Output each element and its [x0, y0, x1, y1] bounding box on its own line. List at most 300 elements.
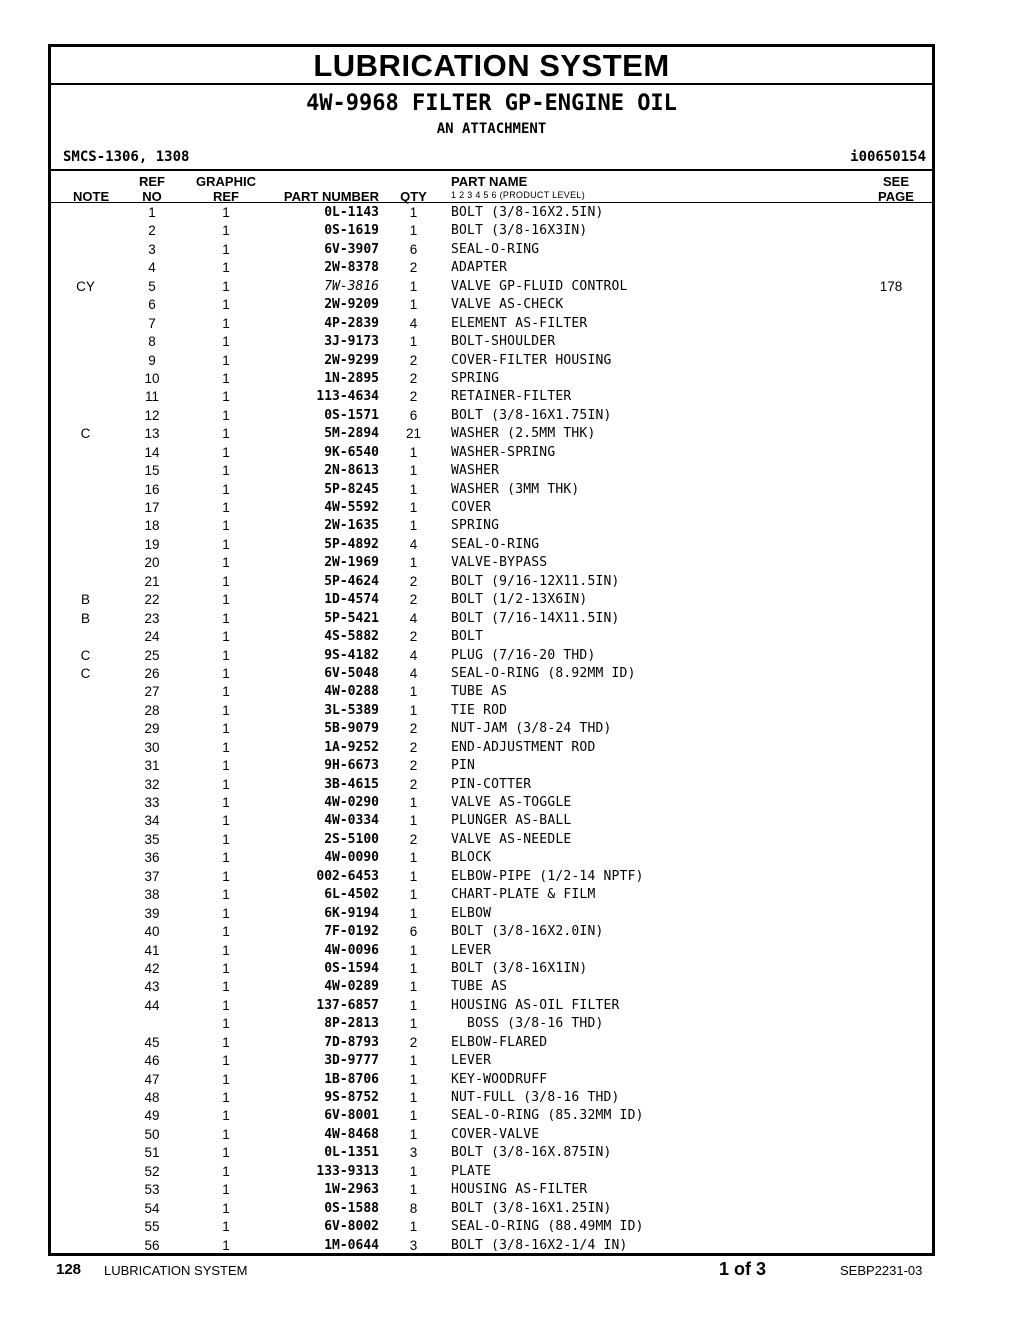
- row-part-name: BOLT (1/2-13X6IN): [451, 592, 588, 608]
- row-part-number: 133-9313: [316, 1163, 379, 1179]
- row-ref-no: 33: [144, 795, 160, 810]
- table-row: [51, 1218, 932, 1236]
- row-ref-no: 45: [144, 1034, 160, 1050]
- row-part-name: PIN-COTTER: [451, 776, 532, 792]
- row-qty: 1: [409, 1126, 418, 1142]
- row-graphic-ref: 1: [222, 758, 230, 774]
- table-row: [51, 831, 932, 849]
- row-qty: 1: [409, 297, 418, 313]
- row-part-number: 0L-1351: [324, 1145, 379, 1161]
- row-ref-no: 24: [144, 629, 160, 645]
- table-row: [51, 610, 932, 628]
- row-part-number: 3B-4615: [324, 776, 379, 792]
- col-ref-header-top: REF: [139, 174, 165, 189]
- row-note: C: [80, 647, 91, 663]
- row-qty: 1: [409, 500, 418, 515]
- row-ref-no: 47: [144, 1071, 160, 1087]
- row-part-name: COVER-VALVE: [451, 1126, 540, 1142]
- row-part-name: BOLT (3/8-16X2-1/4 IN): [451, 1237, 628, 1253]
- row-qty: 1: [409, 1108, 418, 1124]
- row-qty: 2: [409, 592, 418, 608]
- table-row: [51, 1163, 932, 1181]
- row-part-number: 0S-1619: [324, 223, 379, 239]
- row-graphic-ref: 1: [222, 389, 230, 405]
- row-ref-no: 41: [144, 942, 160, 958]
- row-part-name: ELBOW-FLARED: [451, 1034, 548, 1050]
- row-ref-no: 52: [144, 1163, 160, 1179]
- row-qty: 4: [409, 536, 418, 552]
- row-ref-no: 14: [144, 444, 160, 460]
- row-ref-no: 2: [148, 223, 156, 239]
- row-note: C: [80, 426, 91, 442]
- row-ref-no: 53: [144, 1182, 160, 1198]
- row-ref-no: 34: [144, 813, 160, 829]
- table-row: [51, 628, 932, 646]
- row-part-name: BOLT (3/8-16X3IN): [451, 223, 588, 239]
- row-part-name: SPRING: [451, 370, 500, 386]
- row-part-number: 2S-5100: [324, 831, 379, 847]
- row-graphic-ref: 1: [222, 463, 230, 479]
- row-part-name: BOLT (3/8-16X.875IN): [451, 1145, 612, 1161]
- row-part-name: TIE ROD: [451, 702, 508, 718]
- row-graphic-ref: 1: [222, 592, 230, 608]
- row-ref-no: 1: [148, 205, 156, 220]
- row-qty: 1: [409, 1071, 418, 1087]
- row-part-number: 2W-1969: [324, 555, 379, 571]
- row-ref-no: 26: [144, 665, 160, 681]
- row-part-name: BLOCK: [451, 850, 492, 866]
- row-ref-no: 31: [144, 758, 160, 774]
- row-graphic-ref: 1: [222, 684, 230, 700]
- row-graphic-ref: 1: [222, 1071, 230, 1087]
- row-ref-no: 12: [144, 407, 160, 423]
- table-row: [51, 591, 932, 609]
- row-part-number: 9H-6673: [324, 758, 379, 774]
- row-graphic-ref: 1: [222, 997, 230, 1013]
- parts-table-body: [51, 204, 932, 1255]
- row-part-number: 7D-8793: [324, 1034, 379, 1050]
- row-part-number: 1D-4574: [324, 592, 379, 608]
- row-qty: 1: [409, 481, 418, 497]
- row-graphic-ref: 1: [222, 850, 230, 866]
- row-part-name: END-ADJUSTMENT ROD: [451, 739, 596, 755]
- table-row: [51, 296, 932, 314]
- row-qty: 2: [409, 758, 418, 774]
- row-graphic-ref: 1: [222, 426, 230, 442]
- row-part-number: 1B-8706: [324, 1071, 379, 1087]
- table-row: [51, 942, 932, 960]
- row-part-name: PIN: [451, 758, 476, 774]
- row-ref-no: 36: [144, 850, 160, 866]
- row-part-number: 4W-0289: [324, 979, 379, 995]
- table-row: [51, 204, 932, 222]
- table-row: [51, 1237, 932, 1255]
- row-ref-no: 51: [144, 1145, 160, 1161]
- row-part-number: 4S-5882: [324, 629, 379, 645]
- row-part-name: BOLT-SHOULDER: [451, 334, 556, 350]
- row-part-name: RETAINER-FILTER: [451, 389, 572, 405]
- footer-doc-id: SEBP2231-03: [840, 1263, 923, 1278]
- row-part-number: 9S-4182: [324, 647, 379, 663]
- row-part-number: 1W-2963: [324, 1182, 379, 1198]
- col-qty-header: QTY: [400, 189, 427, 204]
- row-qty: 4: [409, 315, 418, 331]
- table-row: [51, 222, 932, 240]
- table-row: [51, 425, 932, 443]
- row-graphic-ref: 1: [222, 610, 230, 626]
- row-graphic-ref: 1: [222, 1182, 230, 1198]
- row-ref-no: 19: [144, 536, 160, 552]
- row-part-number: 113-4634: [316, 389, 379, 405]
- row-part-name: VALVE GP-FLUID CONTROL: [451, 278, 628, 294]
- row-graphic-ref: 1: [222, 813, 230, 829]
- table-row: [51, 978, 932, 996]
- row-graphic-ref: 1: [222, 444, 230, 460]
- table-row: [51, 886, 932, 904]
- row-qty: 1: [409, 334, 418, 350]
- table-row: [51, 757, 932, 775]
- section-title: LUBRICATION SYSTEM: [51, 47, 932, 85]
- row-graphic-ref: 1: [222, 887, 230, 903]
- row-qty: 2: [409, 1034, 418, 1050]
- row-part-number: 0S-1588: [324, 1200, 379, 1216]
- row-qty: 1: [409, 887, 418, 903]
- parts-list-frame: [48, 44, 935, 1256]
- row-part-name: BOLT (3/8-16X1IN): [451, 960, 588, 976]
- row-ref-no: 16: [144, 481, 160, 497]
- row-qty: 1: [409, 997, 418, 1013]
- row-graphic-ref: 1: [222, 776, 230, 792]
- row-part-name: VALVE-BYPASS: [451, 555, 548, 571]
- table-row: [51, 665, 932, 683]
- row-qty: 2: [409, 629, 418, 645]
- row-graphic-ref: 1: [222, 905, 230, 921]
- row-graphic-ref: 1: [222, 1053, 230, 1069]
- row-part-number: 5M-2894: [324, 426, 379, 442]
- row-qty: 4: [409, 610, 418, 626]
- col-see-header-bottom: PAGE: [878, 189, 914, 204]
- row-qty: 2: [409, 389, 418, 405]
- row-graphic-ref: 1: [222, 481, 230, 497]
- row-qty: 6: [409, 407, 418, 423]
- row-part-number: 7F-0192: [324, 924, 379, 940]
- row-graphic-ref: 1: [222, 960, 230, 976]
- row-graphic-ref: 1: [222, 702, 230, 718]
- row-qty: 1: [409, 1090, 418, 1105]
- table-row: [51, 997, 932, 1015]
- row-graphic-ref: 1: [222, 831, 230, 847]
- row-qty: 6: [409, 241, 418, 257]
- row-ref-no: 18: [144, 518, 160, 534]
- row-part-name: BOLT (3/8-16X1.75IN): [451, 407, 612, 423]
- row-graphic-ref: 1: [222, 1126, 230, 1142]
- col-note-header: NOTE: [73, 189, 110, 204]
- row-part-number: 4P-2839: [324, 315, 379, 331]
- row-part-name: BOLT (3/8-16X2.5IN): [451, 205, 604, 220]
- row-part-name: ELBOW-PIPE (1/2-14 NPTF): [451, 868, 644, 884]
- row-note: B: [80, 592, 90, 608]
- row-part-number: 2W-9209: [324, 297, 379, 313]
- row-part-number: 5P-4892: [324, 536, 379, 552]
- row-part-name: SPRING: [451, 518, 500, 534]
- table-row: [51, 1071, 932, 1089]
- row-part-number: 7W-3816: [324, 278, 379, 294]
- row-part-name: PLATE: [451, 1163, 492, 1179]
- row-graphic-ref: 1: [222, 573, 230, 589]
- row-part-name: WASHER (2.5MM THK): [451, 426, 596, 442]
- group-title: 4W-9968 FILTER GP-ENGINE OIL: [306, 91, 677, 116]
- table-row: [51, 739, 932, 757]
- row-ref-no: 9: [148, 352, 156, 368]
- row-part-name: KEY-WOODRUFF: [451, 1071, 548, 1087]
- row-qty: 1: [409, 518, 418, 534]
- row-graphic-ref: 1: [222, 352, 230, 368]
- row-ref-no: 27: [144, 684, 160, 700]
- table-row: [51, 333, 932, 351]
- row-part-name: VALVE AS-NEEDLE: [451, 831, 572, 847]
- row-graphic-ref: 1: [222, 868, 230, 884]
- table-row: [51, 1034, 932, 1052]
- row-graphic-ref: 1: [222, 647, 230, 663]
- row-ref-no: 44: [144, 997, 160, 1013]
- row-qty: 2: [409, 739, 418, 755]
- row-part-number: 6L-4502: [324, 887, 379, 903]
- row-ref-no: 56: [144, 1237, 160, 1253]
- table-row: [51, 923, 932, 941]
- row-part-name: BOLT (7/16-14X11.5IN): [451, 610, 620, 626]
- row-part-number: 5P-4624: [324, 573, 379, 589]
- table-row: [51, 776, 932, 794]
- row-part-number: 2W-8378: [324, 260, 379, 276]
- row-part-number: 1M-0644: [324, 1237, 379, 1253]
- row-qty: 6: [409, 924, 418, 940]
- table-row: [51, 794, 932, 812]
- row-ref-no: 29: [144, 721, 160, 737]
- row-qty: 1: [409, 905, 418, 921]
- row-qty: 1: [409, 555, 418, 571]
- row-part-name: NUT-FULL (3/8-16 THD): [451, 1090, 620, 1105]
- row-ref-no: 49: [144, 1108, 160, 1124]
- row-part-name: LEVER: [451, 942, 492, 958]
- row-qty: 1: [409, 979, 418, 995]
- row-part-name: PLUNGER AS-BALL: [451, 813, 572, 829]
- row-part-number: 0L-1143: [324, 205, 379, 220]
- row-ref-no: 8: [148, 334, 156, 350]
- row-graphic-ref: 1: [222, 555, 230, 571]
- row-part-name: PLUG (7/16-20 THD): [451, 647, 596, 663]
- row-graphic-ref: 1: [222, 315, 230, 331]
- row-graphic-ref: 1: [222, 370, 230, 386]
- row-graphic-ref: 1: [222, 278, 230, 294]
- table-row: [51, 388, 932, 406]
- row-ref-no: 40: [144, 924, 160, 940]
- table-row: [51, 352, 932, 370]
- table-row: [51, 554, 932, 572]
- row-part-number: 4W-0288: [324, 684, 379, 700]
- table-row: [51, 960, 932, 978]
- row-part-number: 4W-8468: [324, 1126, 379, 1142]
- row-graphic-ref: 1: [222, 205, 230, 220]
- row-part-name: BOLT: [451, 629, 484, 645]
- footer-section: LUBRICATION SYSTEM: [104, 1263, 248, 1278]
- row-qty: 4: [409, 665, 418, 681]
- row-graphic-ref: 1: [222, 942, 230, 958]
- footer-page-number: 128: [56, 1261, 82, 1278]
- row-part-name: BOSS (3/8-16 THD): [451, 1016, 604, 1032]
- row-part-number: 6V-3907: [324, 241, 379, 257]
- row-part-number: 2W-9299: [324, 352, 379, 368]
- row-qty: 2: [409, 721, 418, 737]
- row-qty: 3: [409, 1145, 418, 1161]
- table-row: [51, 1126, 932, 1144]
- row-graphic-ref: 1: [222, 241, 230, 257]
- table-row: [51, 1181, 932, 1199]
- row-part-number: 4W-0290: [324, 795, 379, 810]
- table-row: [51, 536, 932, 554]
- row-ref-no: 42: [144, 960, 160, 976]
- row-part-name: SEAL-O-RING (88.49MM ID): [451, 1219, 644, 1235]
- table-row: [51, 278, 932, 296]
- row-ref-no: 23: [144, 610, 160, 626]
- row-graphic-ref: 1: [222, 334, 230, 350]
- col-graphic-header-bottom: REF: [213, 189, 239, 204]
- row-part-name: SEAL-O-RING: [451, 241, 540, 257]
- row-qty: 1: [409, 1219, 418, 1235]
- row-qty: 1: [409, 444, 418, 460]
- row-qty: 2: [409, 260, 418, 276]
- table-row: [51, 905, 932, 923]
- row-part-name: WASHER-SPRING: [451, 444, 556, 460]
- row-graphic-ref: 1: [222, 1108, 230, 1124]
- row-part-number: 3L-5389: [324, 702, 379, 718]
- row-part-name: COVER-FILTER HOUSING: [451, 352, 612, 368]
- row-graphic-ref: 1: [222, 979, 230, 995]
- row-ref-no: 15: [144, 463, 160, 479]
- table-row: [51, 462, 932, 480]
- table-row: [51, 683, 932, 701]
- row-qty: 1: [409, 850, 418, 866]
- row-part-name: WASHER: [451, 463, 500, 479]
- row-part-name: SEAL-O-RING: [451, 536, 540, 552]
- row-qty: 1: [409, 960, 418, 976]
- table-row: [51, 481, 932, 499]
- row-qty: 1: [409, 205, 418, 220]
- row-note: B: [80, 610, 90, 626]
- table-row: [51, 1089, 932, 1107]
- row-ref-no: 20: [144, 555, 160, 571]
- row-part-number: 8P-2813: [324, 1016, 379, 1032]
- row-note: C: [80, 665, 91, 681]
- table-row: [51, 499, 932, 517]
- row-part-number: 1A-9252: [324, 739, 379, 755]
- row-graphic-ref: 1: [222, 1200, 230, 1216]
- row-part-number: 4W-0090: [324, 850, 379, 866]
- table-row: [51, 517, 932, 535]
- row-part-number: 2N-8613: [324, 463, 379, 479]
- row-qty: 1: [409, 702, 418, 718]
- row-part-name: BOLT (3/8-16X2.0IN): [451, 924, 604, 940]
- row-graphic-ref: 1: [222, 739, 230, 755]
- row-qty: 4: [409, 647, 418, 663]
- row-part-number: 002-6453: [316, 868, 379, 884]
- row-graphic-ref: 1: [222, 1219, 230, 1235]
- row-part-number: 1N-2895: [324, 370, 379, 386]
- row-graphic-ref: 1: [222, 924, 230, 940]
- row-ref-no: 5: [148, 278, 156, 294]
- row-part-name: SEAL-O-RING (85.32MM ID): [451, 1108, 644, 1124]
- row-qty: 1: [409, 684, 418, 700]
- table-row: [51, 370, 932, 388]
- product-level-legend: 1 2 3 4 5 6 (PRODUCT LEVEL): [451, 190, 585, 200]
- row-ref-no: 13: [144, 426, 160, 442]
- row-graphic-ref: 1: [222, 297, 230, 313]
- row-ref-no: 30: [144, 739, 160, 755]
- row-qty: 21: [405, 426, 422, 442]
- table-row: [51, 702, 932, 720]
- row-part-name: TUBE AS: [451, 684, 508, 700]
- row-part-name: COVER: [451, 500, 492, 515]
- row-part-name: TUBE AS: [451, 979, 508, 995]
- row-ref-no: 32: [144, 776, 160, 792]
- row-part-number: 6V-8002: [324, 1219, 379, 1235]
- col-part-name-header: PART NAME: [451, 174, 528, 189]
- row-qty: 1: [409, 942, 418, 958]
- table-row: [51, 812, 932, 830]
- row-part-number: 3J-9173: [324, 334, 379, 350]
- row-part-number: 5P-8245: [324, 481, 379, 497]
- row-part-name: WASHER (3MM THK): [451, 481, 580, 497]
- row-ref-no: 37: [144, 868, 160, 884]
- row-qty: 2: [409, 352, 418, 368]
- row-part-number: 2W-1635: [324, 518, 379, 534]
- row-ref-no: 10: [144, 370, 160, 386]
- table-row: [51, 1015, 932, 1033]
- row-qty: 3: [409, 1237, 418, 1253]
- row-ref-no: 21: [144, 573, 160, 589]
- row-qty: 1: [409, 868, 418, 884]
- row-graphic-ref: 1: [222, 536, 230, 552]
- row-ref-no: 25: [144, 647, 160, 663]
- table-row: [51, 1107, 932, 1125]
- row-qty: 1: [409, 1163, 418, 1179]
- table-row: [51, 315, 932, 333]
- table-row: [51, 720, 932, 738]
- row-part-number: 9K-6540: [324, 444, 379, 460]
- row-part-number: 137-6857: [316, 997, 379, 1013]
- table-row: [51, 444, 932, 462]
- row-ref-no: 38: [144, 887, 160, 903]
- row-graphic-ref: 1: [222, 500, 230, 515]
- header-divider-bottom: [51, 202, 932, 203]
- table-row: [51, 1200, 932, 1218]
- col-see-header-top: SEE: [882, 174, 909, 189]
- row-part-name: ELBOW: [451, 905, 492, 921]
- row-graphic-ref: 1: [222, 795, 230, 810]
- row-part-number: 4W-0096: [324, 942, 379, 958]
- table-row: [51, 241, 932, 259]
- row-ref-no: 17: [144, 500, 160, 515]
- table-row: [51, 1052, 932, 1070]
- row-qty: 8: [409, 1200, 418, 1216]
- row-ref-no: 50: [144, 1126, 160, 1142]
- row-part-number: 5P-5421: [324, 610, 379, 626]
- smcs-code: SMCS-1306, 1308: [63, 149, 190, 165]
- row-graphic-ref: 1: [222, 407, 230, 423]
- row-ref-no: 11: [144, 389, 159, 405]
- row-qty: 1: [409, 463, 418, 479]
- row-ref-no: 43: [144, 979, 160, 995]
- group-subtitle: AN ATTACHMENT: [436, 121, 547, 137]
